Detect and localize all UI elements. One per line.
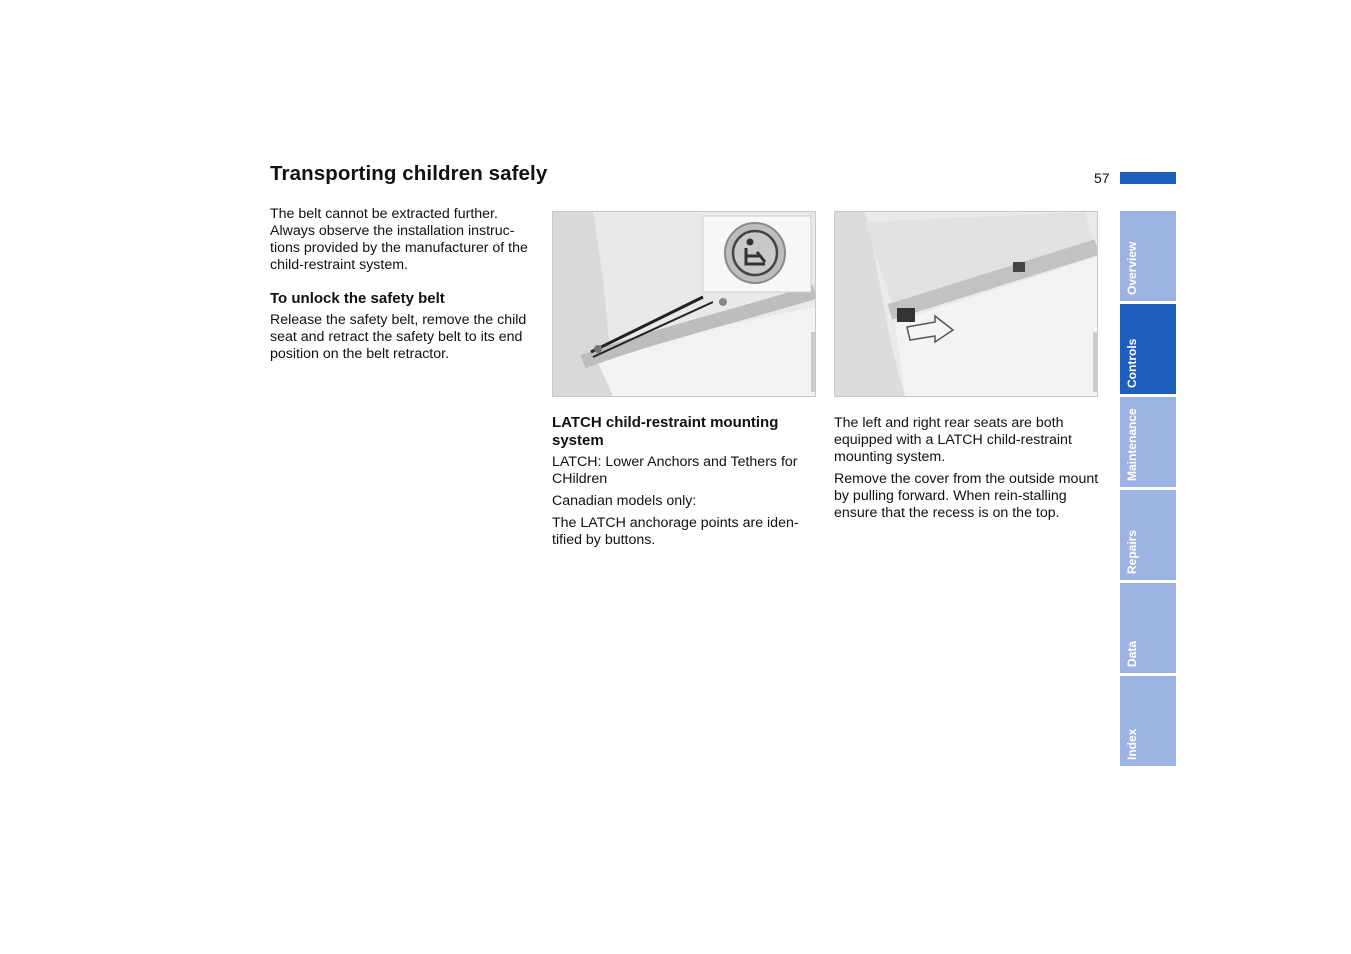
tab-label: Index [1125,728,1139,760]
latch-cover-illustration [834,211,1098,397]
latch-canadian-note: Canadian models only: [552,493,697,509]
section-tabs [1120,211,1176,769]
tab-maintenance[interactable] [1120,397,1176,487]
tab-label: Overview [1125,241,1139,295]
page-title: Transporting children safely [270,162,548,185]
latch-button-illustration [552,211,816,397]
tab-label: Controls [1125,338,1139,388]
latch-cover-text: Remove the cover from the outside mount by pulling forward. When rein-stalling ensure that the recess is on the top. [834,471,1099,521]
page-number: 57 [1094,170,1110,186]
tab-controls[interactable] [1120,304,1176,394]
tab-index[interactable] [1120,676,1176,766]
tab-overview[interactable] [1120,211,1176,301]
unlock-heading: To unlock the safety belt [270,290,445,307]
column-2 [552,414,822,554]
unlock-paragraph: Release the safety belt, remove the child seat and retract the safety belt to its end position on the belt retractor. [270,312,527,362]
column-1 [270,206,540,368]
tab-label: Data [1125,640,1139,667]
tab-label: Maintenance [1125,408,1139,481]
column-3 [834,415,1104,527]
latch-definition: LATCH: Lower Anchors and Tethers for CHildren [552,454,798,487]
latch-seats-text: The left and right rear seats are both equipped with a LATCH child-restraint mounting system. [834,415,1072,465]
latch-heading: LATCH child-restraint mounting system [552,414,779,449]
tab-repairs[interactable] [1120,490,1176,580]
intro-paragraph: The belt cannot be extracted further. Always observe the installation instruc-tions provided by the manufacturer of the child-restraint system. [270,206,528,273]
tab-label: Repairs [1125,529,1139,574]
page-accent-bar [1120,172,1176,184]
tab-data[interactable] [1120,583,1176,673]
latch-anchorage-text: The LATCH anchorage points are iden-tified by buttons. [552,515,799,548]
